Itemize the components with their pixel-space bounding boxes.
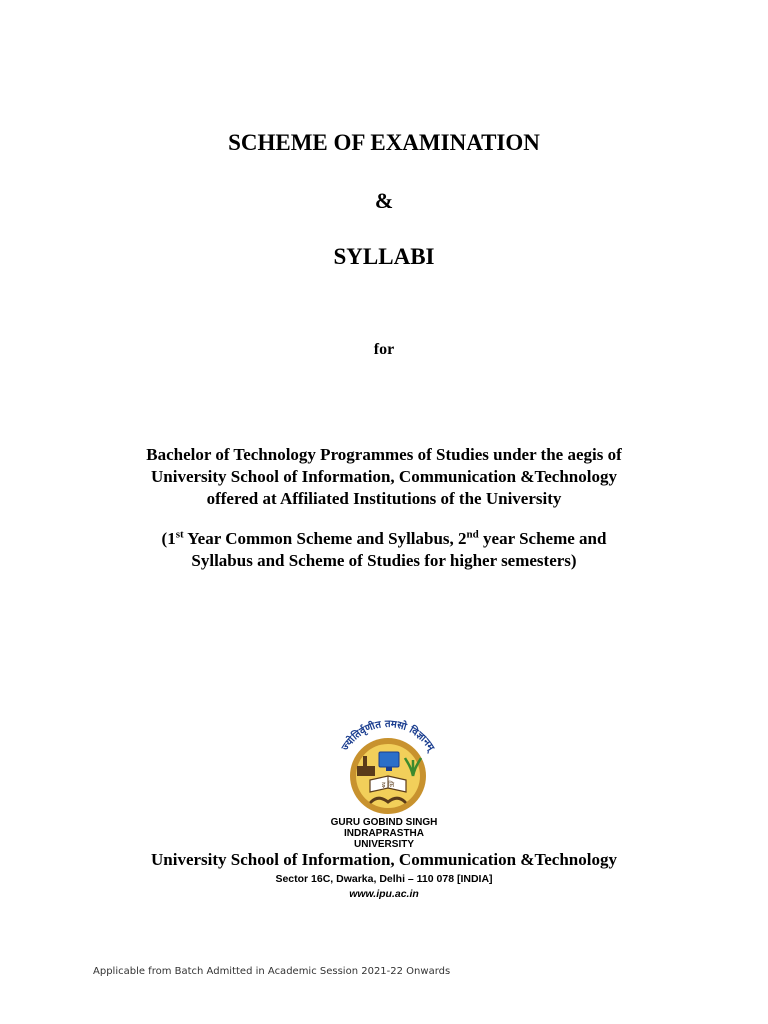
scope-line-1 bbox=[0, 528, 768, 550]
page-subtitle: SYLLABI bbox=[333, 244, 435, 269]
scope-sup: st bbox=[175, 528, 184, 541]
scope-text: (1 bbox=[161, 529, 176, 548]
description-line: offered at Affiliated Institutions of the University bbox=[206, 489, 562, 508]
school-address: Sector 16C, Dwarka, Delhi – 110 078 [INDIA] bbox=[275, 873, 493, 885]
book-text: इ लि bbox=[381, 781, 395, 789]
university-logo bbox=[327, 716, 449, 816]
university-name-line: UNIVERSITY bbox=[353, 839, 414, 850]
scope-note bbox=[0, 528, 768, 572]
university-seal-icon bbox=[327, 716, 449, 816]
university-name-line: GURU GOBIND SINGH bbox=[330, 817, 438, 828]
computer-monitor-icon bbox=[379, 752, 399, 767]
scope-sup: nd bbox=[466, 528, 479, 541]
school-website-link[interactable]: www.ipu.ac.in bbox=[349, 888, 419, 900]
university-name-block bbox=[0, 817, 768, 850]
school-name: University School of Information, Communication &Technology bbox=[151, 850, 617, 869]
page-title: SCHEME OF EXAMINATION bbox=[228, 130, 540, 155]
description-line: Bachelor of Technology Programmes of Studies under the aegis of bbox=[146, 445, 622, 464]
seal-motto-text: ज्योतिर्वृणीत तमसो विज्ञानम् bbox=[339, 718, 437, 753]
applicability-footer: Applicable from Batch Admitted in Academic Session 2021-22 Onwards bbox=[93, 966, 451, 977]
monitor-stand-icon bbox=[386, 767, 392, 771]
programme-description bbox=[0, 444, 768, 510]
scope-text: year Scheme and bbox=[478, 529, 607, 548]
title-ampersand: & bbox=[374, 188, 394, 213]
for-label: for bbox=[373, 341, 395, 358]
scope-line-2: Syllabus and Scheme of Studies for higher semesters) bbox=[191, 551, 577, 570]
scope-text: Year Common Scheme and Syllabus, 2 bbox=[183, 529, 467, 548]
description-line: University School of Information, Communication &Technology bbox=[151, 467, 617, 486]
factory-icon bbox=[357, 766, 375, 776]
university-name-line: INDRAPRASTHA bbox=[344, 828, 424, 839]
